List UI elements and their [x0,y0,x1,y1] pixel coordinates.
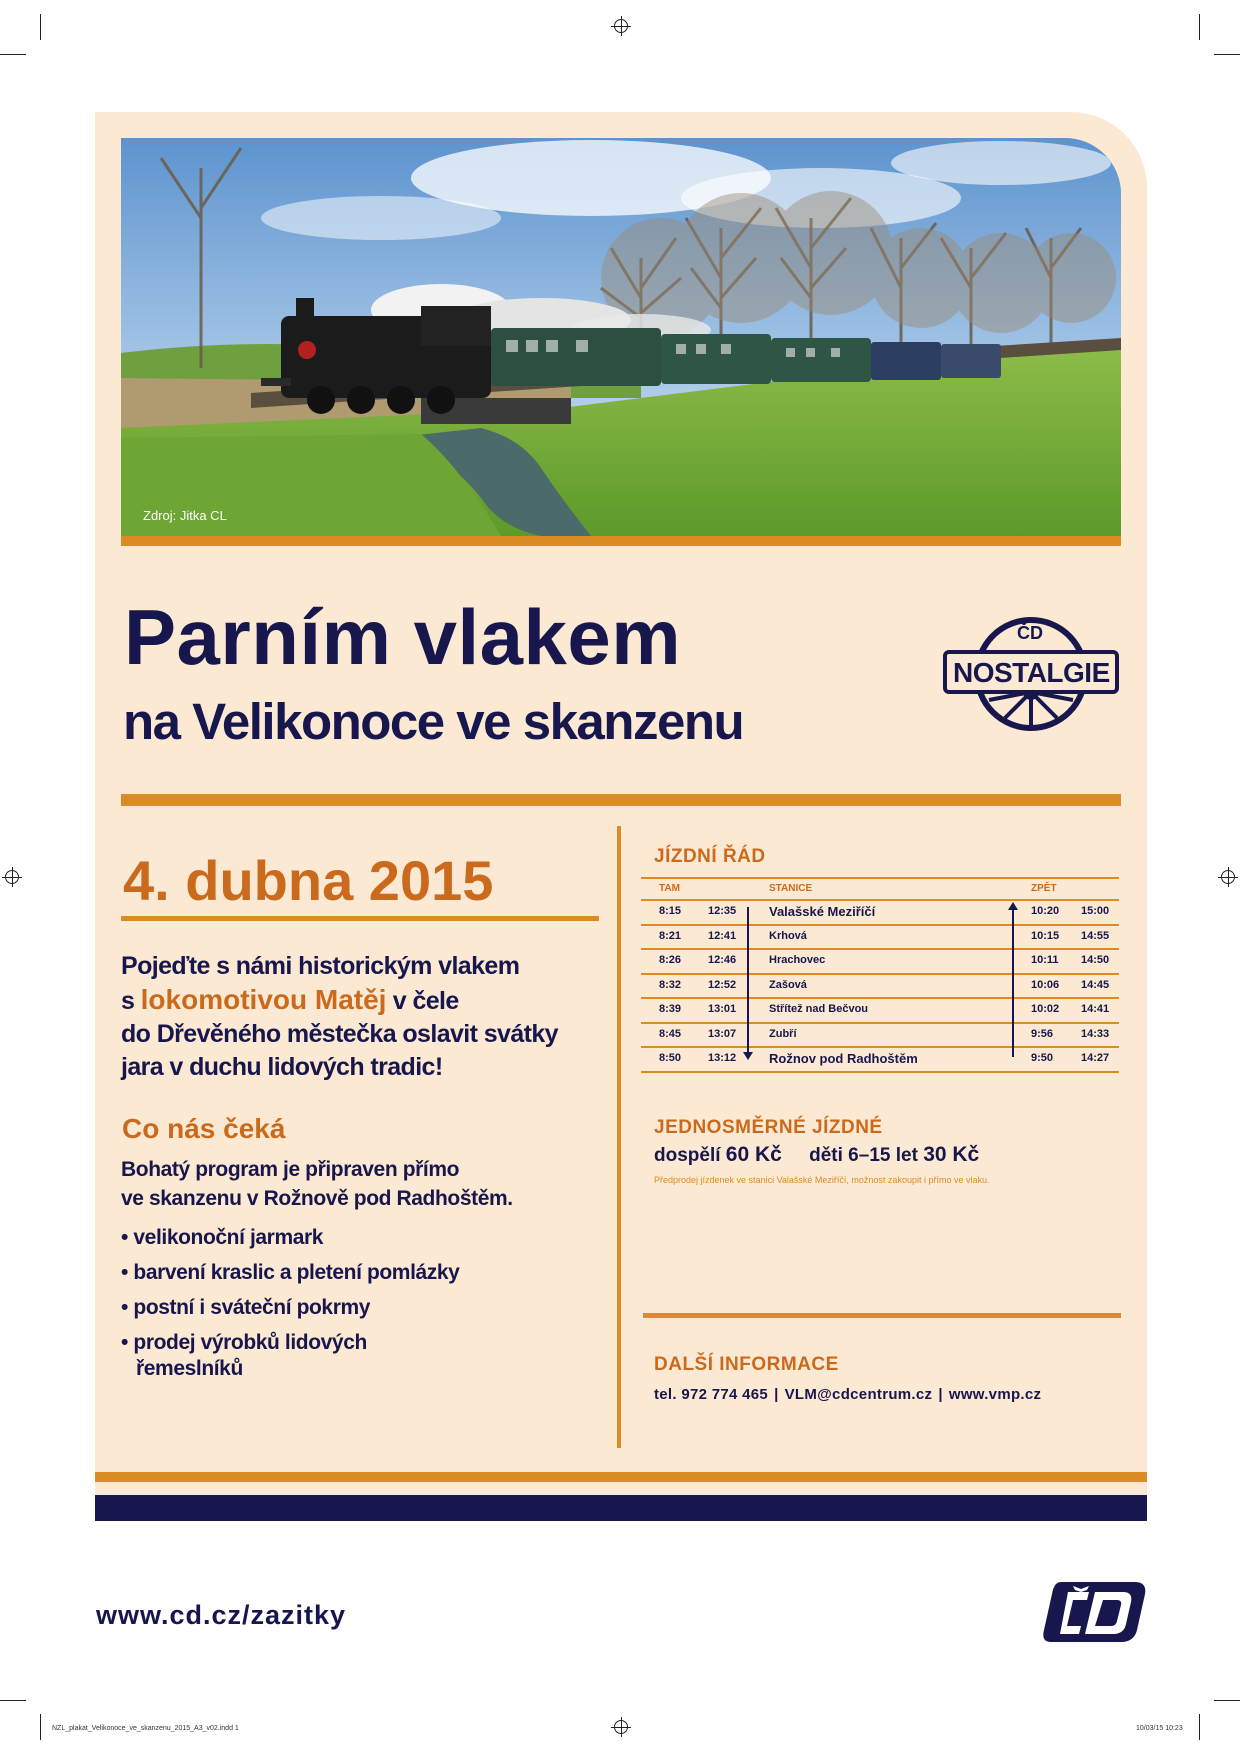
list-item: • velikonoční jarmark [121,1225,581,1251]
crop-mark [40,14,41,40]
list-item: • barvení kraslic a pletení pomlázky [121,1260,581,1286]
email-link[interactable]: VLM@cdcentrum.cz [784,1386,933,1403]
departure-back-1: 9:50 [1031,1052,1054,1064]
departure-there-1: 8:32 [659,978,682,991]
separator: | [774,1386,779,1403]
bottom-navy-bar [95,1495,1147,1521]
intro-line: jara v duchu lidových tradic! [121,1053,443,1081]
event-intro [121,950,591,1084]
badge-top-text: ČD [1017,623,1043,643]
fares-heading: JEDNOSMĚRNÉ JÍZDNÉ [654,1117,883,1138]
registration-mark [1221,870,1235,884]
table-row [641,999,1119,1024]
departure-back-1: 10:02 [1031,1003,1060,1015]
list-item: • prodej výrobků lidových řemeslníků [121,1330,386,1382]
departure-back-2: 14:33 [1081,1027,1110,1040]
table-row [641,1024,1119,1049]
bottom-orange-bar [95,1472,1147,1482]
departure-there-1: 8:50 [659,1052,682,1064]
adult-price: 60 Kč [725,1143,782,1166]
steam-train-photo [121,138,1121,536]
intro-line: Pojeďte s námi historickým vlakem [121,952,520,980]
timetable-header [641,877,1119,901]
column-divider [617,826,621,1448]
website-url[interactable]: www.cd.cz/zazitky [96,1600,347,1630]
departure-back-1: 10:06 [1031,978,1060,991]
departure-there-1: 8:39 [659,1003,682,1015]
date-underline [121,916,599,921]
departure-back-2: 14:27 [1081,1052,1110,1064]
child-price: 30 Kč [923,1143,980,1166]
station-name: Zašová [769,978,807,991]
departure-there-1: 8:45 [659,1027,682,1040]
direction-arrow-down [747,907,749,1057]
print-timestamp: 10/03/15 10:23 [1136,1725,1183,1732]
table-row [641,950,1119,975]
locomotive-name: lokomotivou Matěj [140,984,387,1015]
info-divider [643,1313,1121,1318]
registration-mark [5,870,19,884]
departure-back-2: 14:45 [1081,978,1110,991]
departure-back-2: 15:00 [1081,905,1110,917]
station-name: Hrachovec [769,954,826,966]
departure-back-1: 9:56 [1031,1027,1054,1040]
crop-mark [1199,1714,1200,1740]
header-there: TAM [659,883,680,894]
photo-underline [121,536,1121,546]
departure-there-2: 12:52 [708,978,737,991]
departure-there-2: 13:07 [708,1027,737,1040]
departure-back-1: 10:11 [1031,954,1059,966]
station-name: Rožnov pod Radhoštěm [769,1051,918,1066]
departure-there-2: 13:12 [708,1052,737,1064]
program-description [121,1155,591,1213]
title-divider [121,794,1121,806]
intro-text: v čele [386,987,459,1015]
cd-logo [1043,1576,1149,1646]
departure-there-2: 12:46 [708,954,737,966]
intro-line [121,983,591,1018]
crop-mark [1214,54,1240,55]
phone-number: tel. 972 774 465 [654,1386,769,1403]
departure-back-2: 14:41 [1081,1003,1110,1015]
website-link[interactable]: www.vmp.cz [948,1386,1042,1403]
fares-note: Předprodej jízdenek ve stanici Valašské Meziříčí, možnost zakoupit i přímo ve vlaku. [654,1175,990,1185]
arrow-down-icon [743,1052,753,1060]
table-row [641,926,1119,951]
registration-mark [614,1720,628,1734]
intro-text: s [121,987,141,1015]
program-list [121,1225,581,1391]
departure-there-2: 12:41 [708,929,737,942]
file-name: NZL_plakat_Velikonoce_ve_skanzenu_2015_A3_v02.indd 1 [52,1725,239,1732]
intro-line: do Dřevěného městečka oslavit svátky [121,1020,558,1048]
table-row [641,1048,1119,1073]
program-heading: Co nás čeká [122,1113,286,1144]
direction-arrow-up [1012,907,1014,1057]
program-line: Bohatý program je připraven přímo [121,1158,460,1181]
separator: | [938,1386,943,1403]
contact-line [654,1386,1041,1403]
badge-label: NOSTALGIE [953,657,1110,688]
departure-there-1: 8:21 [659,929,682,942]
departure-there-2: 12:35 [708,905,737,917]
departure-there-2: 13:01 [708,1003,737,1015]
crop-mark [1199,14,1200,40]
crop-mark [0,54,26,55]
table-row [641,975,1119,1000]
program-line: ve skanzenu v Rožnově pod Radhoštěm. [121,1187,513,1210]
departure-there-1: 8:15 [659,905,682,917]
crop-mark [40,1714,41,1740]
departure-back-2: 14:55 [1081,929,1110,942]
timetable-heading: JÍZDNÍ ŘÁD [654,846,766,867]
station-name: Krhová [769,929,807,942]
crop-mark [1214,1700,1240,1701]
event-date: 4. dubna 2015 [123,849,494,912]
station-name: Zubří [769,1027,797,1040]
list-item: • postní i sváteční pokrmy [121,1295,581,1321]
departure-back-2: 14:50 [1081,954,1110,966]
station-name: Střítež nad Bečvou [769,1003,869,1015]
photo-credit: Zdroj: Jitka CL [143,508,227,523]
crop-mark [0,1700,26,1701]
arrow-up-icon [1008,902,1018,910]
page-subtitle: na Velikonoce ve skanzenu [123,693,744,750]
nostalgie-badge [943,614,1119,734]
fares-prices [654,1143,979,1167]
page-title: Parním vlakem [124,593,682,681]
header-back: ZPĚT [1031,883,1057,894]
timetable-rows [641,901,1119,1073]
station-name: Valašské Meziříčí [769,904,876,919]
cd-logo-icon [1043,1576,1149,1646]
registration-mark [614,19,628,33]
departure-back-1: 10:15 [1031,929,1060,942]
info-heading: DALŠÍ INFORMACE [654,1354,839,1375]
departure-there-1: 8:26 [659,954,682,966]
table-row [641,901,1119,926]
departure-back-1: 10:20 [1031,905,1060,917]
adult-label: dospělí [654,1145,721,1166]
timetable [641,877,1119,1073]
child-label: děti 6–15 let [809,1145,918,1166]
header-station: STANICE [769,883,813,894]
